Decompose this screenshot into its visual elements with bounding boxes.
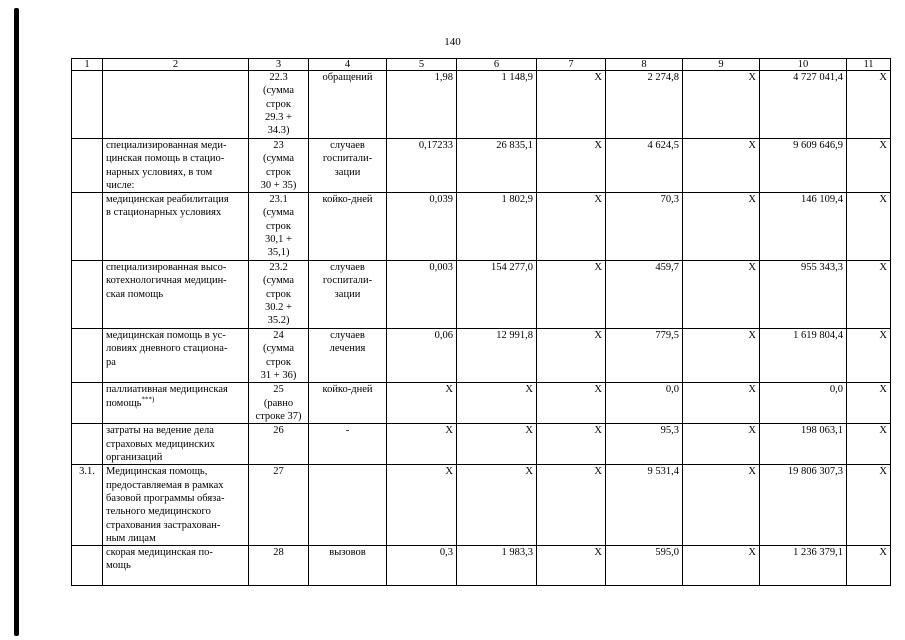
name-line: котехнологичная медицин- (106, 275, 227, 287)
value-cell-5: 0,06 (387, 329, 457, 383)
name-line: страхования застрахован- (106, 519, 221, 531)
value-cell-11: Х (847, 383, 891, 424)
value-cell-7: Х (537, 261, 606, 329)
value-cell-11: Х (847, 139, 891, 193)
indicator-name-cell (103, 465, 249, 546)
name-line: помощь***) (106, 395, 155, 409)
unit-cell (309, 71, 387, 139)
header-cell-9: 9 (683, 59, 760, 71)
header-row (72, 59, 891, 71)
value-cell-9: Х (683, 261, 760, 329)
value-cell-7: Х (537, 546, 606, 586)
row_code_lines-line: 26 (273, 425, 284, 437)
value-cell-8: 595,0 (606, 546, 683, 586)
header-cell-8: 8 (606, 59, 683, 71)
name-line: ловиях дневного стациона- (106, 343, 228, 355)
value-cell-5: 0,17233 (387, 139, 457, 193)
page-edge-bar (14, 8, 19, 636)
row_code_lines-line: (сумма (262, 207, 294, 219)
row_code_lines-line: 23.2 (269, 262, 288, 274)
row_code_lines-line: 30,1 + (265, 234, 292, 246)
name-line: ская помощь (106, 288, 164, 300)
row_code_lines-line: 24 (273, 330, 284, 342)
row-code-cell (249, 139, 309, 193)
name-line: мощь (106, 560, 131, 572)
value-cell-10: 1 236 379,1 (760, 546, 847, 586)
row_code_lines-line: 27 (273, 466, 284, 478)
row_code_lines-line: строк (266, 356, 291, 368)
value-cell-9: Х (683, 383, 760, 424)
row_code_lines-line: строк (266, 288, 291, 300)
value-cell-8: 0,0 (606, 383, 683, 424)
value-cell-5: 0,003 (387, 261, 457, 329)
value-cell-5: Х (387, 383, 457, 424)
value-cell-5: 0,039 (387, 193, 457, 261)
value-cell-11: Х (847, 465, 891, 546)
row-number-cell (72, 261, 103, 329)
value-cell-7: Х (537, 71, 606, 139)
row-code-cell (249, 71, 309, 139)
row_code_lines-line: 30.2 + (265, 302, 292, 314)
value-cell-11: Х (847, 546, 891, 586)
value-cell-11: Х (847, 193, 891, 261)
header-cell-10: 10 (760, 59, 847, 71)
row-number-cell: 3.1. (72, 465, 103, 546)
unit_lines-line: случаев (330, 262, 365, 274)
row-code-cell (249, 546, 309, 586)
header-cell-5: 5 (387, 59, 457, 71)
name-line: предоставляемая в рамках (106, 479, 224, 491)
footnote-marker: ***) (141, 395, 155, 404)
name-line: медицинская реабилитация (106, 194, 229, 206)
unit_lines-line: случаев (330, 330, 365, 342)
value-cell-7: Х (537, 465, 606, 546)
value-cell-5: 0,3 (387, 546, 457, 586)
indicator-name-cell (103, 383, 249, 424)
value-cell-10: 19 806 307,3 (760, 465, 847, 546)
header-cell-7: 7 (537, 59, 606, 71)
row-number-cell (72, 546, 103, 586)
unit_lines-line: госпитали- (322, 275, 373, 287)
table-body (72, 59, 891, 586)
row-number-cell (72, 424, 103, 465)
value-cell-6: 1 802,9 (457, 193, 537, 261)
header-cell-6: 6 (457, 59, 537, 71)
unit_lines-line: случаев (330, 140, 365, 151)
name-line: организаций (106, 451, 163, 463)
row_code_lines-line: 30 + 35) (260, 179, 297, 191)
value-cell-6: 26 835,1 (457, 139, 537, 193)
indicator-name-cell (103, 71, 249, 139)
value-cell-9: Х (683, 71, 760, 139)
value-cell-6: Х (457, 424, 537, 465)
value-cell-9: Х (683, 465, 760, 546)
value-cell-7: Х (537, 329, 606, 383)
row-number-cell (72, 329, 103, 383)
row_code_lines-line: (сумма (262, 153, 294, 165)
value-cell-11: Х (847, 261, 891, 329)
value-cell-7: Х (537, 139, 606, 193)
value-cell-10: 146 109,4 (760, 193, 847, 261)
value-cell-8: 9 531,4 (606, 465, 683, 546)
unit-cell (309, 383, 387, 424)
value-cell-5: Х (387, 465, 457, 546)
value-cell-9: Х (683, 139, 760, 193)
unit_lines-line: вызовов (329, 547, 366, 559)
indicator-name-cell (103, 193, 249, 261)
name-line: скорая медицинская по- (106, 547, 213, 559)
value-cell-7: Х (537, 424, 606, 465)
row-code-cell (249, 193, 309, 261)
row_code_lines-line: 34.3) (267, 125, 290, 137)
unit_lines-line: койко-дней (322, 384, 373, 396)
header-cell-2: 2 (103, 59, 249, 71)
value-cell-5: Х (387, 424, 457, 465)
unit-cell (309, 546, 387, 586)
value-cell-8: 95,3 (606, 424, 683, 465)
unit_lines-line: обращений (322, 72, 373, 83)
value-cell-8: 70,3 (606, 193, 683, 261)
row-code-cell (249, 383, 309, 424)
unit_lines-line: - (345, 425, 350, 437)
table-row (72, 71, 891, 139)
name-line: затраты на ведение дела (106, 425, 214, 437)
name-line: страховых медицинских (106, 438, 215, 450)
name-line: паллиативная медицинская (106, 384, 228, 396)
header-cell-4: 4 (309, 59, 387, 71)
value-cell-10: 9 609 646,9 (760, 139, 847, 193)
unit-cell (309, 139, 387, 193)
table-row (72, 139, 891, 193)
row_code_lines-line: 35,1) (267, 247, 290, 259)
row_code_lines-line: 23.1 (269, 194, 288, 206)
name-line: базовой программы обяза- (106, 492, 225, 504)
table-row (72, 546, 891, 586)
value-cell-6: 154 277,0 (457, 261, 537, 329)
indicator-name-cell (103, 329, 249, 383)
unit-cell (309, 329, 387, 383)
unit_lines-line: госпитали- (322, 153, 373, 165)
indicator-name-cell (103, 424, 249, 465)
value-cell-9: Х (683, 546, 760, 586)
name-line: нарных условиях, в том (106, 166, 213, 178)
value-cell-6: 12 991,8 (457, 329, 537, 383)
value-cell-10: 198 063,1 (760, 424, 847, 465)
value-cell-10: 955 343,3 (760, 261, 847, 329)
value-cell-10: 1 619 804,4 (760, 329, 847, 383)
header-cell-1: 1 (72, 59, 103, 71)
value-cell-10: 4 727 041,4 (760, 71, 847, 139)
row-number-cell (72, 139, 103, 193)
unit_lines-line: койко-дней (322, 194, 373, 206)
row-code-cell (249, 465, 309, 546)
row-code-cell (249, 329, 309, 383)
value-cell-8: 779,5 (606, 329, 683, 383)
table-row (72, 193, 891, 261)
value-cell-5: 1,98 (387, 71, 457, 139)
name-line: медицинская помощь в ус- (106, 330, 226, 342)
unit_lines-line: лечения (329, 343, 366, 355)
header-cell-11: 11 (847, 59, 891, 71)
value-cell-6: 1 148,9 (457, 71, 537, 139)
name-line: Медицинская помощь, (106, 466, 208, 478)
table-row (72, 329, 891, 383)
value-cell-6: Х (457, 465, 537, 546)
name-line: ра (106, 356, 116, 368)
header-cell-3: 3 (249, 59, 309, 71)
value-cell-8: 2 274,8 (606, 71, 683, 139)
value-cell-9: Х (683, 329, 760, 383)
data-table (71, 58, 891, 586)
value-cell-6: Х (457, 383, 537, 424)
row-number-cell (72, 193, 103, 261)
value-cell-7: Х (537, 383, 606, 424)
name-line: тельного медицинского (106, 506, 211, 518)
value-cell-7: Х (537, 193, 606, 261)
row-number-cell (72, 383, 103, 424)
row_code_lines-line: 23 (273, 140, 284, 151)
table-row (72, 465, 891, 546)
row_code_lines-line: 29.3 + (265, 111, 292, 123)
page-number: 140 (444, 36, 461, 48)
name-line: специализированная меди- (106, 140, 227, 151)
table-row (72, 383, 891, 424)
row_code_lines-line: строк (266, 220, 291, 232)
row_code_lines-line: (сумма (262, 85, 294, 97)
value-cell-9: Х (683, 193, 760, 261)
unit-cell (309, 261, 387, 329)
row_code_lines-line: 25 (273, 384, 284, 396)
row_code_lines-line: 35.2) (267, 315, 290, 327)
unit-cell (309, 465, 387, 546)
row-code-cell (249, 424, 309, 465)
indicator-name-cell (103, 139, 249, 193)
row_code_lines-line: (равно (263, 397, 294, 409)
name-line: цинская помощь в стацио- (106, 153, 225, 165)
row_code_lines-line: (сумма (262, 343, 294, 355)
value-cell-8: 4 624,5 (606, 139, 683, 193)
row_code_lines-line: 22.3 (269, 72, 288, 83)
indicator-name-cell (103, 546, 249, 586)
value-cell-11: Х (847, 71, 891, 139)
value-cell-9: Х (683, 424, 760, 465)
value-cell-8: 459,7 (606, 261, 683, 329)
row-code-cell (249, 261, 309, 329)
unit-cell (309, 424, 387, 465)
row_code_lines-line: 28 (273, 547, 284, 559)
unit-cell (309, 193, 387, 261)
row_code_lines-line: строк (266, 166, 291, 178)
value-cell-11: Х (847, 424, 891, 465)
indicator-name-cell (103, 261, 249, 329)
name-line: в стационарных условиях (106, 207, 222, 219)
value-cell-10: 0,0 (760, 383, 847, 424)
name-line: специализированная высо- (106, 262, 227, 274)
table-row (72, 261, 891, 329)
name-line: числе: (106, 179, 135, 191)
table-row (72, 424, 891, 465)
unit_lines-line: зации (334, 288, 361, 300)
row_code_lines-line: строк (266, 98, 291, 110)
unit_lines-line: зации (334, 166, 361, 178)
value-cell-6: 1 983,3 (457, 546, 537, 586)
row_code_lines-line: (сумма (262, 275, 294, 287)
row_code_lines-line: строке 37) (255, 410, 302, 422)
value-cell-11: Х (847, 329, 891, 383)
row_code_lines-line: 31 + 36) (260, 370, 297, 382)
row-number-cell (72, 71, 103, 139)
name-line: ным лицам (106, 532, 156, 544)
